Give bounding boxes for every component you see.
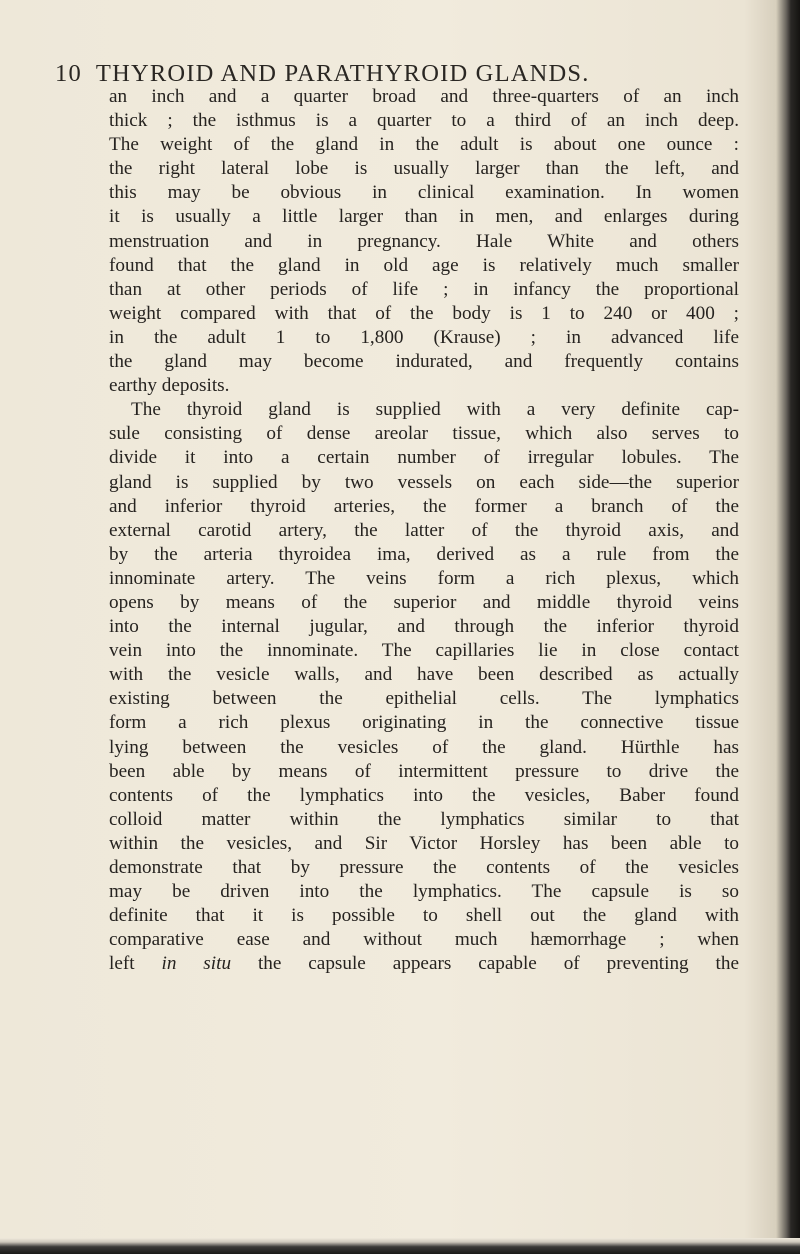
text-line: an inch and a quarter broad and three-quarters of an inch: [109, 86, 739, 107]
text-line: sule consisting of dense areolar tissue, which also serves to: [109, 423, 739, 445]
text-line: opens by means of the superior and middle thyroid veins: [109, 591, 739, 613]
text-line: within the vesicles, and Sir Victor Horsley has been able to: [109, 832, 739, 854]
text-line: innominate artery. The veins form a rich plexus, which: [109, 567, 739, 589]
running-head-title: THYROID AND PARATHYROID GLANDS.: [95, 60, 590, 87]
text-line: in the adult 1 to 1,800 (Krause) ; in advanced life: [109, 326, 739, 348]
text-line: definite that it is possible to shell out the gland with: [109, 905, 739, 927]
final-line-start: left: [109, 953, 162, 975]
running-head: [55, 60, 735, 88]
body-text: [109, 85, 739, 976]
text-line: colloid matter within the lymphatics similar to that: [109, 808, 739, 830]
text-line: divide it into a certain number of irregular lobules. The: [109, 447, 739, 469]
text-line: gland is supplied by two vessels on each side—the superior: [109, 471, 739, 493]
text-line: than at other periods of life ; in infancy the proportional: [109, 278, 739, 300]
text-line: with the vesicle walls, and have been described as actually: [109, 664, 739, 686]
italic-phrase: in situ: [161, 953, 232, 975]
text-line: existing between the epithelial cells. The lymphatics: [109, 688, 739, 710]
page-number: 10: [55, 60, 82, 87]
text-line: and inferior thyroid arteries, the former a branch of the: [109, 495, 739, 517]
page-bottom-edge: [0, 1238, 800, 1254]
text-line: comparative ease and without much hæmorrhage ; when: [109, 929, 739, 951]
text-line: by the arteria thyroidea ima, derived as a rule from the: [109, 543, 739, 565]
text-line: lying between the vesicles of the gland. Hürthle has: [109, 736, 739, 758]
text-line: The thyroid gland is supplied with a very definite cap-: [131, 399, 739, 421]
text-line: the right lateral lobe is usually larger than the left, and: [109, 158, 739, 180]
text-line: weight compared with that of the body is 1 to 240 or 400 ;: [109, 302, 739, 324]
text-line: external carotid artery, the latter of the thyroid axis, and: [109, 519, 739, 541]
text-line: vein into the innominate. The capillaries lie in close contact: [109, 640, 739, 662]
text-line: the gland may become indurated, and frequently contains: [109, 351, 739, 373]
text-line: demonstrate that by pressure the contents of the vesicles: [109, 857, 739, 878]
text-line: may be driven into the lymphatics. The capsule is so: [109, 881, 739, 903]
text-line-final: [109, 952, 739, 976]
text-line: found that the gland in old age is relatively much smaller: [109, 254, 739, 276]
page-binding-edge: [786, 0, 800, 1254]
text-line: form a rich plexus originating in the connective tissue: [109, 712, 739, 734]
final-line-end: the capsule appears capable of preventing the: [231, 953, 739, 975]
text-line: thick ; the isthmus is a quarter to a third of an inch deep.: [109, 110, 739, 132]
text-line: into the internal jugular, and through the inferior thyroid: [109, 616, 739, 638]
text-line: contents of the lymphatics into the vesicles, Baber found: [109, 784, 739, 806]
text-line: been able by means of intermittent pressure to drive the: [109, 760, 739, 782]
text-line: The weight of the gland in the adult is about one ounce :: [109, 134, 739, 156]
text-line: earthy deposits.: [109, 375, 230, 397]
text-line: menstruation and in pregnancy. Hale White and others: [109, 230, 739, 252]
text-line: this may be obvious in clinical examination. In women: [109, 182, 739, 204]
text-line: it is usually a little larger than in men, and enlarges during: [109, 206, 739, 228]
